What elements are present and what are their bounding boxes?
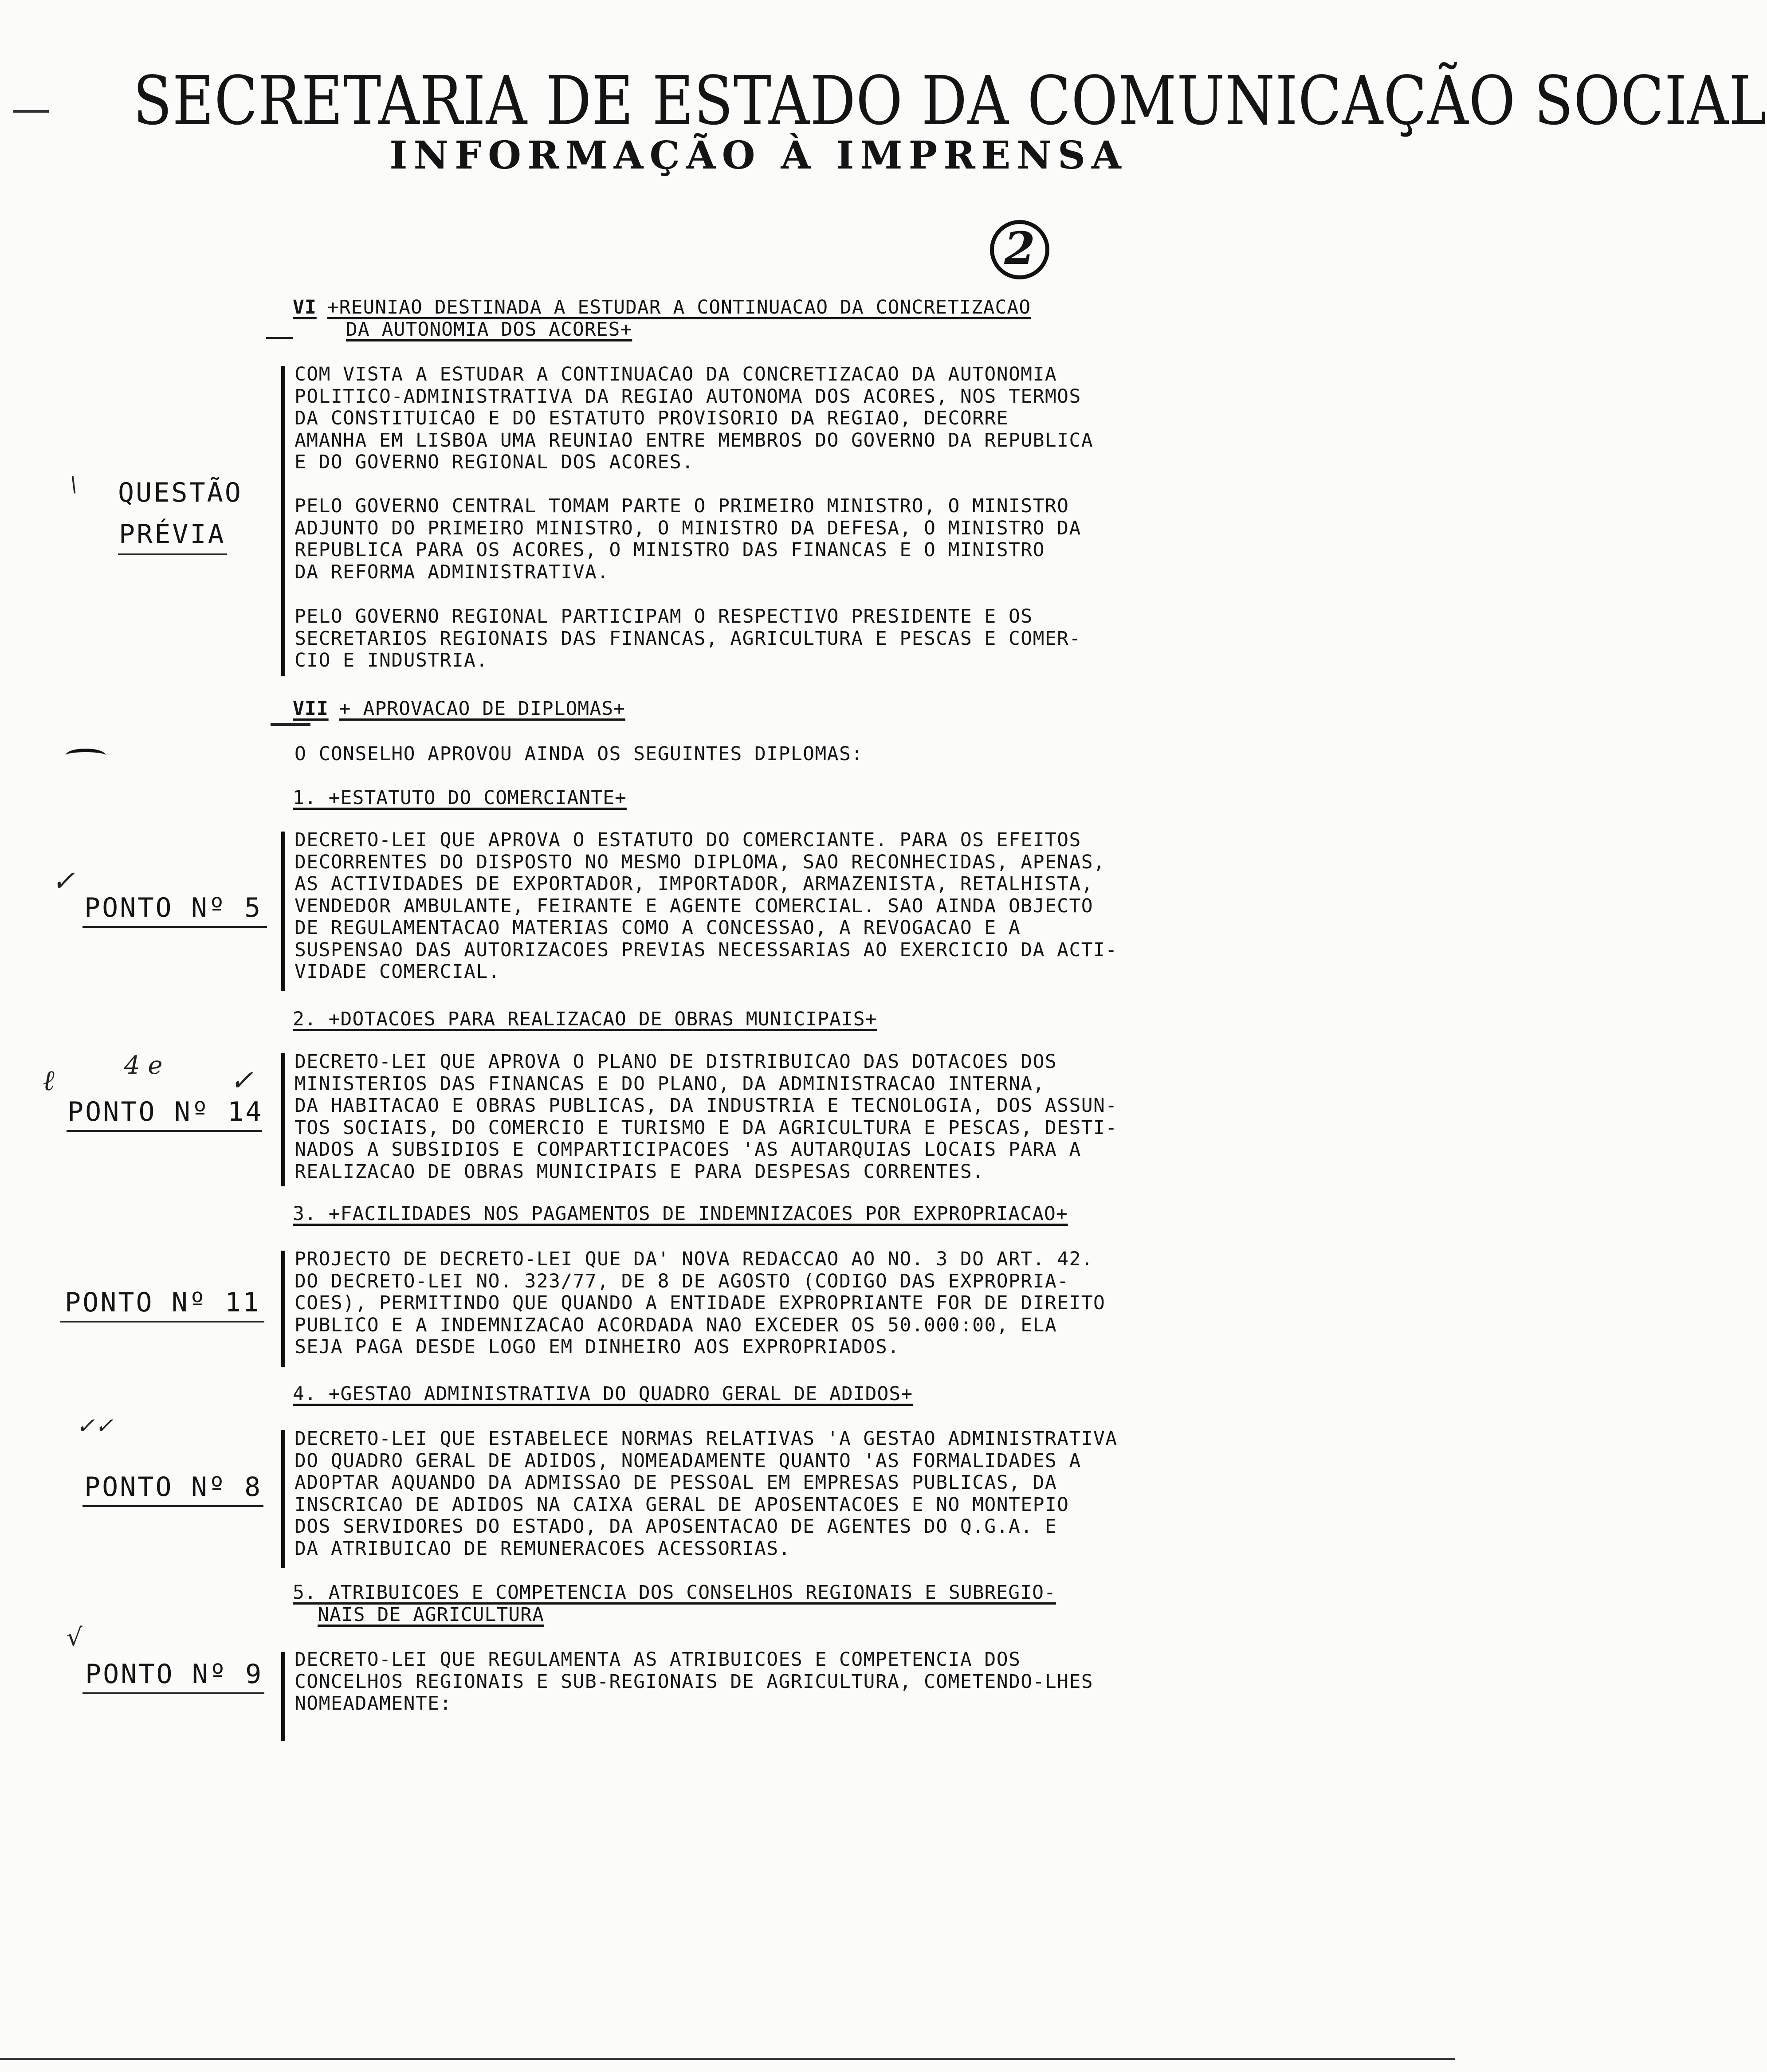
section-vi-marker: [266, 337, 293, 339]
item-1-title: 1. +ESTATUTO DO COMERCIANTE+: [293, 787, 627, 809]
document-subtitle: INFORMAÇÃO À IMPRENSA: [389, 133, 1127, 178]
section-vi-sidebar: [281, 366, 285, 676]
margin-label-underline: [67, 1130, 262, 1132]
section-vi-heading-line2: [346, 318, 632, 341]
margin-label-ponto-14: PONTO Nº 14: [67, 1096, 263, 1127]
handwritten-arc-mark: [66, 749, 106, 762]
section-vii-intro: O CONSELHO APROVOU AINDA OS SEGUINTES DIPLOMAS:: [294, 743, 864, 765]
item-4-heading: [293, 1383, 913, 1405]
check-mark: \: [70, 472, 78, 497]
agency-title: SECRETARIA DE ESTADO DA COMUNICAÇÃO SOCIAL: [133, 62, 1767, 140]
item-4-title: 4. +GESTAO ADMINISTRATIVA DO QUADRO GERAL DE ADIDOS+: [293, 1383, 913, 1405]
item-4-sidebar: [281, 1430, 285, 1568]
section-vi-paragraph-3: PELO GOVERNO REGIONAL PARTICIPAM O RESPECTIVO PRESIDENTE E OS SECRETARIOS REGIONAIS DAS FINANCAS, AGRICULTURA E PESCAS E COMER- CIO E INDUSTRIA.: [294, 605, 1081, 671]
check-mark: ℓ: [43, 1064, 55, 1097]
margin-label-ponto-9: PONTO Nº 9: [85, 1659, 263, 1690]
item-1-text: DECRETO-LEI QUE APROVA O ESTATUTO DO COMERCIANTE. PARA OS EFEITOS DECORRENTES DO DISPOSTO NO MESMO DIPLOMA, SAO RECONHECIDAS, APENAS, AS ACTIVIDADES DE EXPORTADOR, IMPORTADOR, ARMAZENISTA, RETALHISTA, VENDEDOR AMBULANTE, FEIRANTE E AGENTE COMERCIAL. SAO AINDA OBJECTO DE REGULAMENTACAO MATERIAS COMO A CONCESSAO, A REVOGACAO E A SUSPENSAO DAS AUTORIZACOES PREVIAS NECESSARIAS AO EXERCICIO DA ACTI- VIDADE COMERCIAL.: [294, 829, 1118, 983]
margin-label-underline: [82, 926, 267, 928]
section-vi-title-line1: +REUNIAO DESTINADA A ESTUDAR A CONTINUACAO DA CONCRETIZACAO: [327, 296, 1031, 318]
check-mark: ✓✓: [76, 1413, 114, 1439]
check-mark: ✓: [51, 865, 75, 898]
item-5-title: 5. ATRIBUICOES E COMPETENCIA DOS CONSELHOS REGIONAIS E SUBREGIO-: [293, 1581, 1056, 1604]
page-number-circle: 2: [990, 220, 1049, 279]
item-2-text: DECRETO-LEI QUE APROVA O PLANO DE DISTRIBUICAO DAS DOTACOES DOS MINISTERIOS DAS FINANCAS E DO PLANO, DA ADMINISTRACAO INTERNA, DA HABITACAO E OBRAS PUBLICAS, DA INDUSTRIA E TECNOLOGIA, DOS ASSUN- TOS SOCIAIS, DO COMERCIO E TURISMO E DA AGRICULTURA E PESCAS, DESTI- NADOS A SUBSIDIOS E COMPARTICIPACOES 'AS AUTARQUIAS LOCAIS PARA A REALIZACAO DE OBRAS MUNICIPAIS E PARA DESPESAS CORRENTES.: [294, 1051, 1118, 1183]
section-vi-numeral: VI: [293, 296, 317, 318]
section-vi-heading: [293, 296, 1031, 318]
section-vii-heading: [293, 698, 625, 720]
item-5-sidebar: [281, 1652, 285, 1741]
item-2-title: 2. +DOTACOES PARA REALIZACAO DE OBRAS MUNICIPAIS+: [293, 1008, 877, 1030]
item-3-text: PROJECTO DE DECRETO-LEI QUE DA' NOVA REDACCAO AO NO. 3 DO ART. 42. DO DECRETO-LEI NO. 323/77, DE 8 DE AGOSTO (CODIGO DAS EXPROPRIA- COES), PERMITINDO QUE QUANDO A ENTIDADE EXPROPRIANTE FOR DE DIREITO PUBLICO E A INDEMNIZACAO ACORDADA NAO EXCEDER OS 50.000:00, ELA SEJA PAGA DESDE LOGO EM DINHEIRO AOS EXPROPRIADOS.: [294, 1248, 1106, 1358]
section-vii-title: + APROVACAO DE DIPLOMAS+: [339, 698, 625, 720]
section-vi-paragraph-2: PELO GOVERNO CENTRAL TOMAM PARTE O PRIMEIRO MINISTRO, O MINISTRO ADJUNTO DO PRIMEIRO MINISTRO, O MINISTRO DA DEFESA, O MINISTRO DA REPUBLICA PARA OS ACORES, O MINISTRO DAS FINANCAS E O MINISTRO DA REFORMA ADMINISTRATIVA.: [294, 495, 1081, 583]
margin-label-ponto-5: PONTO Nº 5: [84, 892, 263, 923]
margin-dash-mark: [13, 110, 49, 113]
section-vi-title-line2: DA AUTONOMIA DOS ACORES+: [346, 318, 632, 341]
item-5-heading: [293, 1581, 1056, 1604]
margin-label-previa: PRÉVIA: [119, 519, 226, 550]
margin-label-underline: [82, 1505, 263, 1507]
item-2-heading: [293, 1008, 877, 1030]
item-4-text: DECRETO-LEI QUE ESTABELECE NORMAS RELATIVAS 'A GESTAO ADMINISTRATIVA DO QUADRO GERAL DE ADIDOS, NOMEADAMENTE QUANTO 'AS FORMALIDADES A ADOPTAR AQUANDO DA ADMISSAO DE PESSOAL EM EMPRESAS PUBLICAS, DA INSCRICAO DE ADIDOS NA CAIXA GERAL DE APOSENTACOES E NO MONTEPIO DOS SERVIDORES DO ESTADO, DA APOSENTACAO DE AGENTES DO Q.G.A. E DA ATRIBUICAO DE REMUNERACOES ACESSORIAS.: [294, 1428, 1118, 1560]
item-2-sidebar: [281, 1053, 285, 1186]
item-5-title-line2: NAIS DE AGRICULTURA: [318, 1604, 544, 1626]
margin-label-underline: [118, 553, 227, 555]
item-1-sidebar: [281, 832, 285, 991]
section-vii-numeral: VII: [293, 698, 329, 720]
item-3-sidebar: [281, 1251, 285, 1367]
item-3-heading: [293, 1203, 1068, 1225]
page-bottom-rule: [0, 2058, 1455, 2060]
margin-label-ponto-11: PONTO Nº 11: [65, 1287, 261, 1318]
margin-label-underline: [60, 1321, 264, 1322]
margin-label-questao: QUESTÃO: [118, 477, 243, 508]
item-5-text: DECRETO-LEI QUE REGULAMENTA AS ATRIBUICOES E COMPETENCIA DOS CONCELHOS REGIONAIS E SUB-REGIONAIS DE AGRICULTURA, COMETENDO-LHES NOMEADAMENTE:: [294, 1648, 1094, 1715]
item-5-heading-line2: [318, 1604, 544, 1626]
handwritten-annotation: 4 e: [124, 1051, 163, 1080]
check-mark: ✓: [230, 1064, 254, 1097]
item-1-heading: [293, 787, 627, 809]
check-mark: √: [67, 1623, 82, 1652]
section-vii-marker: [271, 723, 310, 726]
item-3-title: 3. +FACILIDADES NOS PAGAMENTOS DE INDEMNIZACOES POR EXPROPRIACAO+: [293, 1203, 1068, 1225]
margin-label-underline: [82, 1692, 264, 1694]
section-vi-paragraph-1: COM VISTA A ESTUDAR A CONTINUACAO DA CONCRETIZACAO DA AUTONOMIA POLITICO-ADMINISTRATIVA DA REGIAO AUTONOMA DOS ACORES, NOS TERMOS DA CONSTITUICAO E DO ESTATUTO PROVISORIO DA REGIAO, DECORRE AMANHA EM LISBOA UMA REUNIAO ENTRE MEMBROS DO GOVERNO DA REPUBLICA E DO GOVERNO REGIONAL DOS ACORES.: [294, 363, 1094, 473]
margin-label-ponto-8: PONTO Nº 8: [84, 1472, 263, 1503]
